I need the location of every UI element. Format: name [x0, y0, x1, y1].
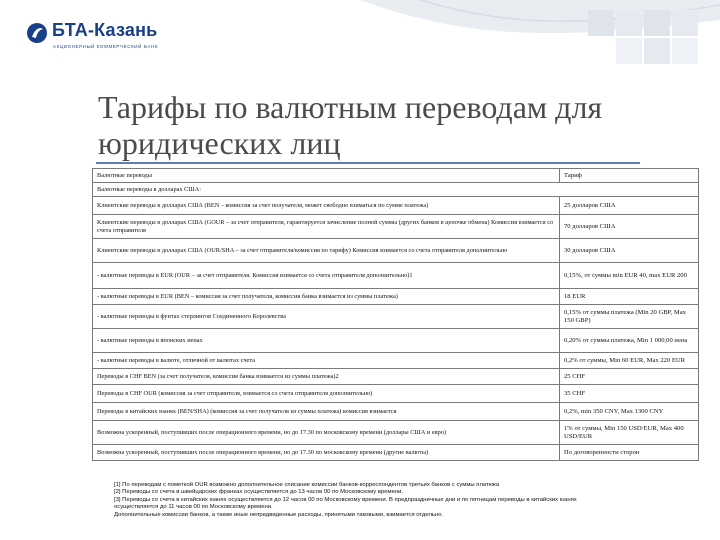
row-operation: - валютные переводы в EUR (BEN – комиссия за счет получателя, комиссия банка взимается из суммы платежа) [93, 289, 560, 305]
row-tariff: По договоренности сторон [560, 445, 699, 461]
row-tariff: 18 EUR [560, 289, 699, 305]
header-tariff: Тариф [560, 169, 699, 183]
footnote-1: [1] По переводам с пометкой OUR возможно дополнительное списание комиссии банков-корреспондентов третьих банков с суммы платежа [114, 482, 500, 488]
row-operation: Возможна ускоренный, поступивших после операционного времени, но до 17.30 по московскому времени (доллары США и евро) [93, 421, 560, 445]
table-row [93, 197, 699, 215]
table-header-row [93, 169, 699, 183]
row-operation: Возможна ускоренный, поступивших после операционного времени, но до 17.30 по московскому времени (другие валюты) [93, 445, 560, 461]
row-tariff: 0,2% от суммы, Min 60 EUR, Max 220 EUR [560, 353, 699, 369]
row-tariff: 0,20% от суммы платежа, Min 1 000,00 иена [560, 329, 699, 353]
footnote-extra: Дополнительные комиссии банков, а также иные непредвиденные расходы, принятыми таковыми, взимается отдельно. [114, 511, 444, 518]
table-row [93, 353, 699, 369]
row-tariff: 25 CHF [560, 369, 699, 385]
bank-logo-name: БТА-Казань [52, 20, 158, 40]
table-row [93, 403, 699, 421]
table-row [93, 329, 699, 353]
bank-logo[interactable] [26, 20, 166, 56]
page-title-line2: юридических лиц [98, 125, 341, 161]
bank-logo-tagline: АКЦИОНЕРНЫЙ КОММЕРЧЕСКИЙ БАНК [53, 44, 158, 49]
table-row [93, 239, 699, 263]
row-operation: Переводы в CHF OUR (комиссия за счет отправителя, взимается со счета отправителя дополнительно) [93, 385, 560, 403]
table-row [93, 385, 699, 403]
table-row [93, 421, 699, 445]
row-operation: Переводы в CHF BEN (за счет получателя, комиссия банка взимается из суммы платежа)2 [93, 369, 560, 385]
row-operation: - валютные переводы в фунтах стерлингов Соединенного Королевства [93, 305, 560, 329]
row-operation: Переводы в китайских юанях (BEN/SHA) (комиссия за счет получателя из суммы платежа) комиссия взимается [93, 403, 560, 421]
row-tariff: 35 CHF [560, 385, 699, 403]
table-row [93, 305, 699, 329]
footnotes [114, 482, 694, 519]
row-operation: - валютные переводы в японских иенах [93, 329, 560, 353]
row-tariff: 0,15% от суммы платежа (Min 20 GBP, Max 150 GBP) [560, 305, 699, 329]
title-divider [96, 162, 640, 164]
row-operation: Клиентские переводы в долларах США (BEN – комиссия за счет получателя, может свободно взиматься по сумме платежа) [93, 197, 560, 215]
footnote-3-cont: осуществляется до 11 часов 00 по Московскому времени. [114, 504, 273, 511]
page-title-line1: Тарифы по валютным переводам для [98, 89, 603, 125]
row-tariff: 1% от суммы, Min 150 USD/EUR, Max 400 USD/EUR [560, 421, 699, 445]
section-usd: Валютные переводы в долларах США: [93, 183, 699, 197]
page-title [98, 89, 658, 161]
row-tariff: 0,2%, min 350 CNY, Max 1300 CNY [560, 403, 699, 421]
row-operation: - валютные переводы в валюте, отличной от валютах счета [93, 353, 560, 369]
table-row [93, 445, 699, 461]
table-row [93, 263, 699, 289]
table-row [93, 289, 699, 305]
row-tariff: 25 долларов США [560, 197, 699, 215]
row-operation: - валютные переводы в EUR (OUR – за счет отправителя. Комиссия взимается со счета отправителя дополнительно)1 [93, 263, 560, 289]
row-operation: Клиентские переводы в долларах США (GOUR – за счет отправителя, гарантируется зачисление полной суммы (других банков в цепочке обмена) Комиссия взимается со счета отправителя [93, 215, 560, 239]
row-tariff: 0,15%, от суммы min EUR 40, max EUR 200 [560, 263, 699, 289]
table-row [93, 369, 699, 385]
row-operation: Клиентские переводы в долларах США (OUR/SHA – за счет отправителя/комиссия по тарифу) Комиссия взимается со счета отправителя дополнительно [93, 239, 560, 263]
bank-logo-icon [26, 22, 48, 44]
footnote-2: [2] Переводы со счета в швейцарских франках осуществляется до 13 часов 00 по Московскому времени. [114, 489, 404, 496]
footnote-3: [3] Переводы со счета в китайских юанях осуществляется до 12 часов 00 по Московскому времени. В предпраздничные дни и по пятницам переводы в китайских юанях [114, 496, 577, 503]
tariffs-table [92, 168, 699, 461]
row-tariff: 70 долларов США [560, 215, 699, 239]
header-operation: Валютные переводы [93, 169, 560, 183]
row-tariff: 30 долларов США [560, 239, 699, 263]
table-section-row [93, 183, 699, 197]
table-row [93, 215, 699, 239]
